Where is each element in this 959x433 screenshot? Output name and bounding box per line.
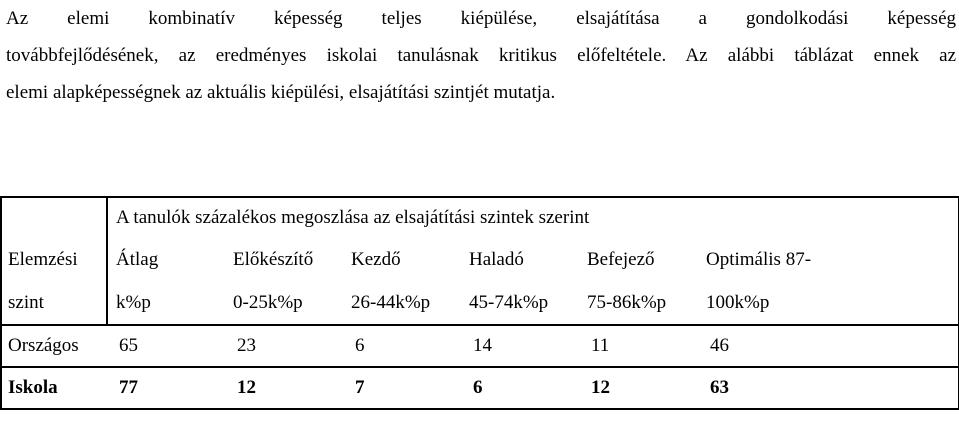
table-row [1,325,959,367]
level-name: Befejező [587,249,655,270]
proficiency-table [0,196,959,410]
row-label: Iskola [1,367,107,409]
row-header-cell [1,197,107,325]
intro-line-1: Az elemi kombinatív képesség teljes kiépülése, elsajátítása a gondolkodási képesség [6,8,956,29]
row-header-line-2: szint [8,292,44,313]
level-header-cell [107,238,225,325]
level-header-cell [698,238,959,325]
table-row [1,367,959,409]
level-name: Átlag [116,249,159,270]
intro-paragraph [6,0,956,111]
value-cell: 12 [225,367,343,409]
value-cell: 6 [343,325,461,367]
level-name: Optimális 87- [706,249,812,270]
value-cell: 63 [698,367,959,409]
value-cell: 23 [225,325,343,367]
level-range: 45-74k%p [469,292,549,313]
level-header-cell [225,238,343,325]
level-header-cell [461,238,579,325]
level-header-cell [579,238,698,325]
level-range: 26-44k%p [351,292,431,313]
table-header-row-2 [1,238,959,325]
value-cell: 7 [343,367,461,409]
value-cell: 77 [107,367,225,409]
table-caption: A tanulók százalékos megoszlása az elsajátítási szintek szerint [107,197,959,238]
table-header-row-1 [1,197,959,238]
level-name: Kezdő [351,249,401,270]
level-header-cell [343,238,461,325]
level-range: 100k%p [706,292,770,313]
intro-line-3: elemi alapképességnek az aktuális kiépülési, elsajátítási szintjét mutatja. [6,82,556,103]
intro-line-2: továbbfejlődésének, az eredményes iskolai tanulásnak kritikus előfeltétele. Az alábbi táblázat ennek az [6,45,956,66]
level-name: Előkészítő [233,249,314,270]
value-cell: 12 [579,367,698,409]
row-label: Országos [1,325,107,367]
level-range: 0-25k%p [233,292,303,313]
value-cell: 6 [461,367,579,409]
value-cell: 46 [698,325,959,367]
level-range: 75-86k%p [587,292,667,313]
level-name: Haladó [469,249,524,270]
row-header-line-1: Elemzési [8,249,78,270]
value-cell: 11 [579,325,698,367]
value-cell: 14 [461,325,579,367]
value-cell: 65 [107,325,225,367]
level-range: k%p [116,292,151,313]
